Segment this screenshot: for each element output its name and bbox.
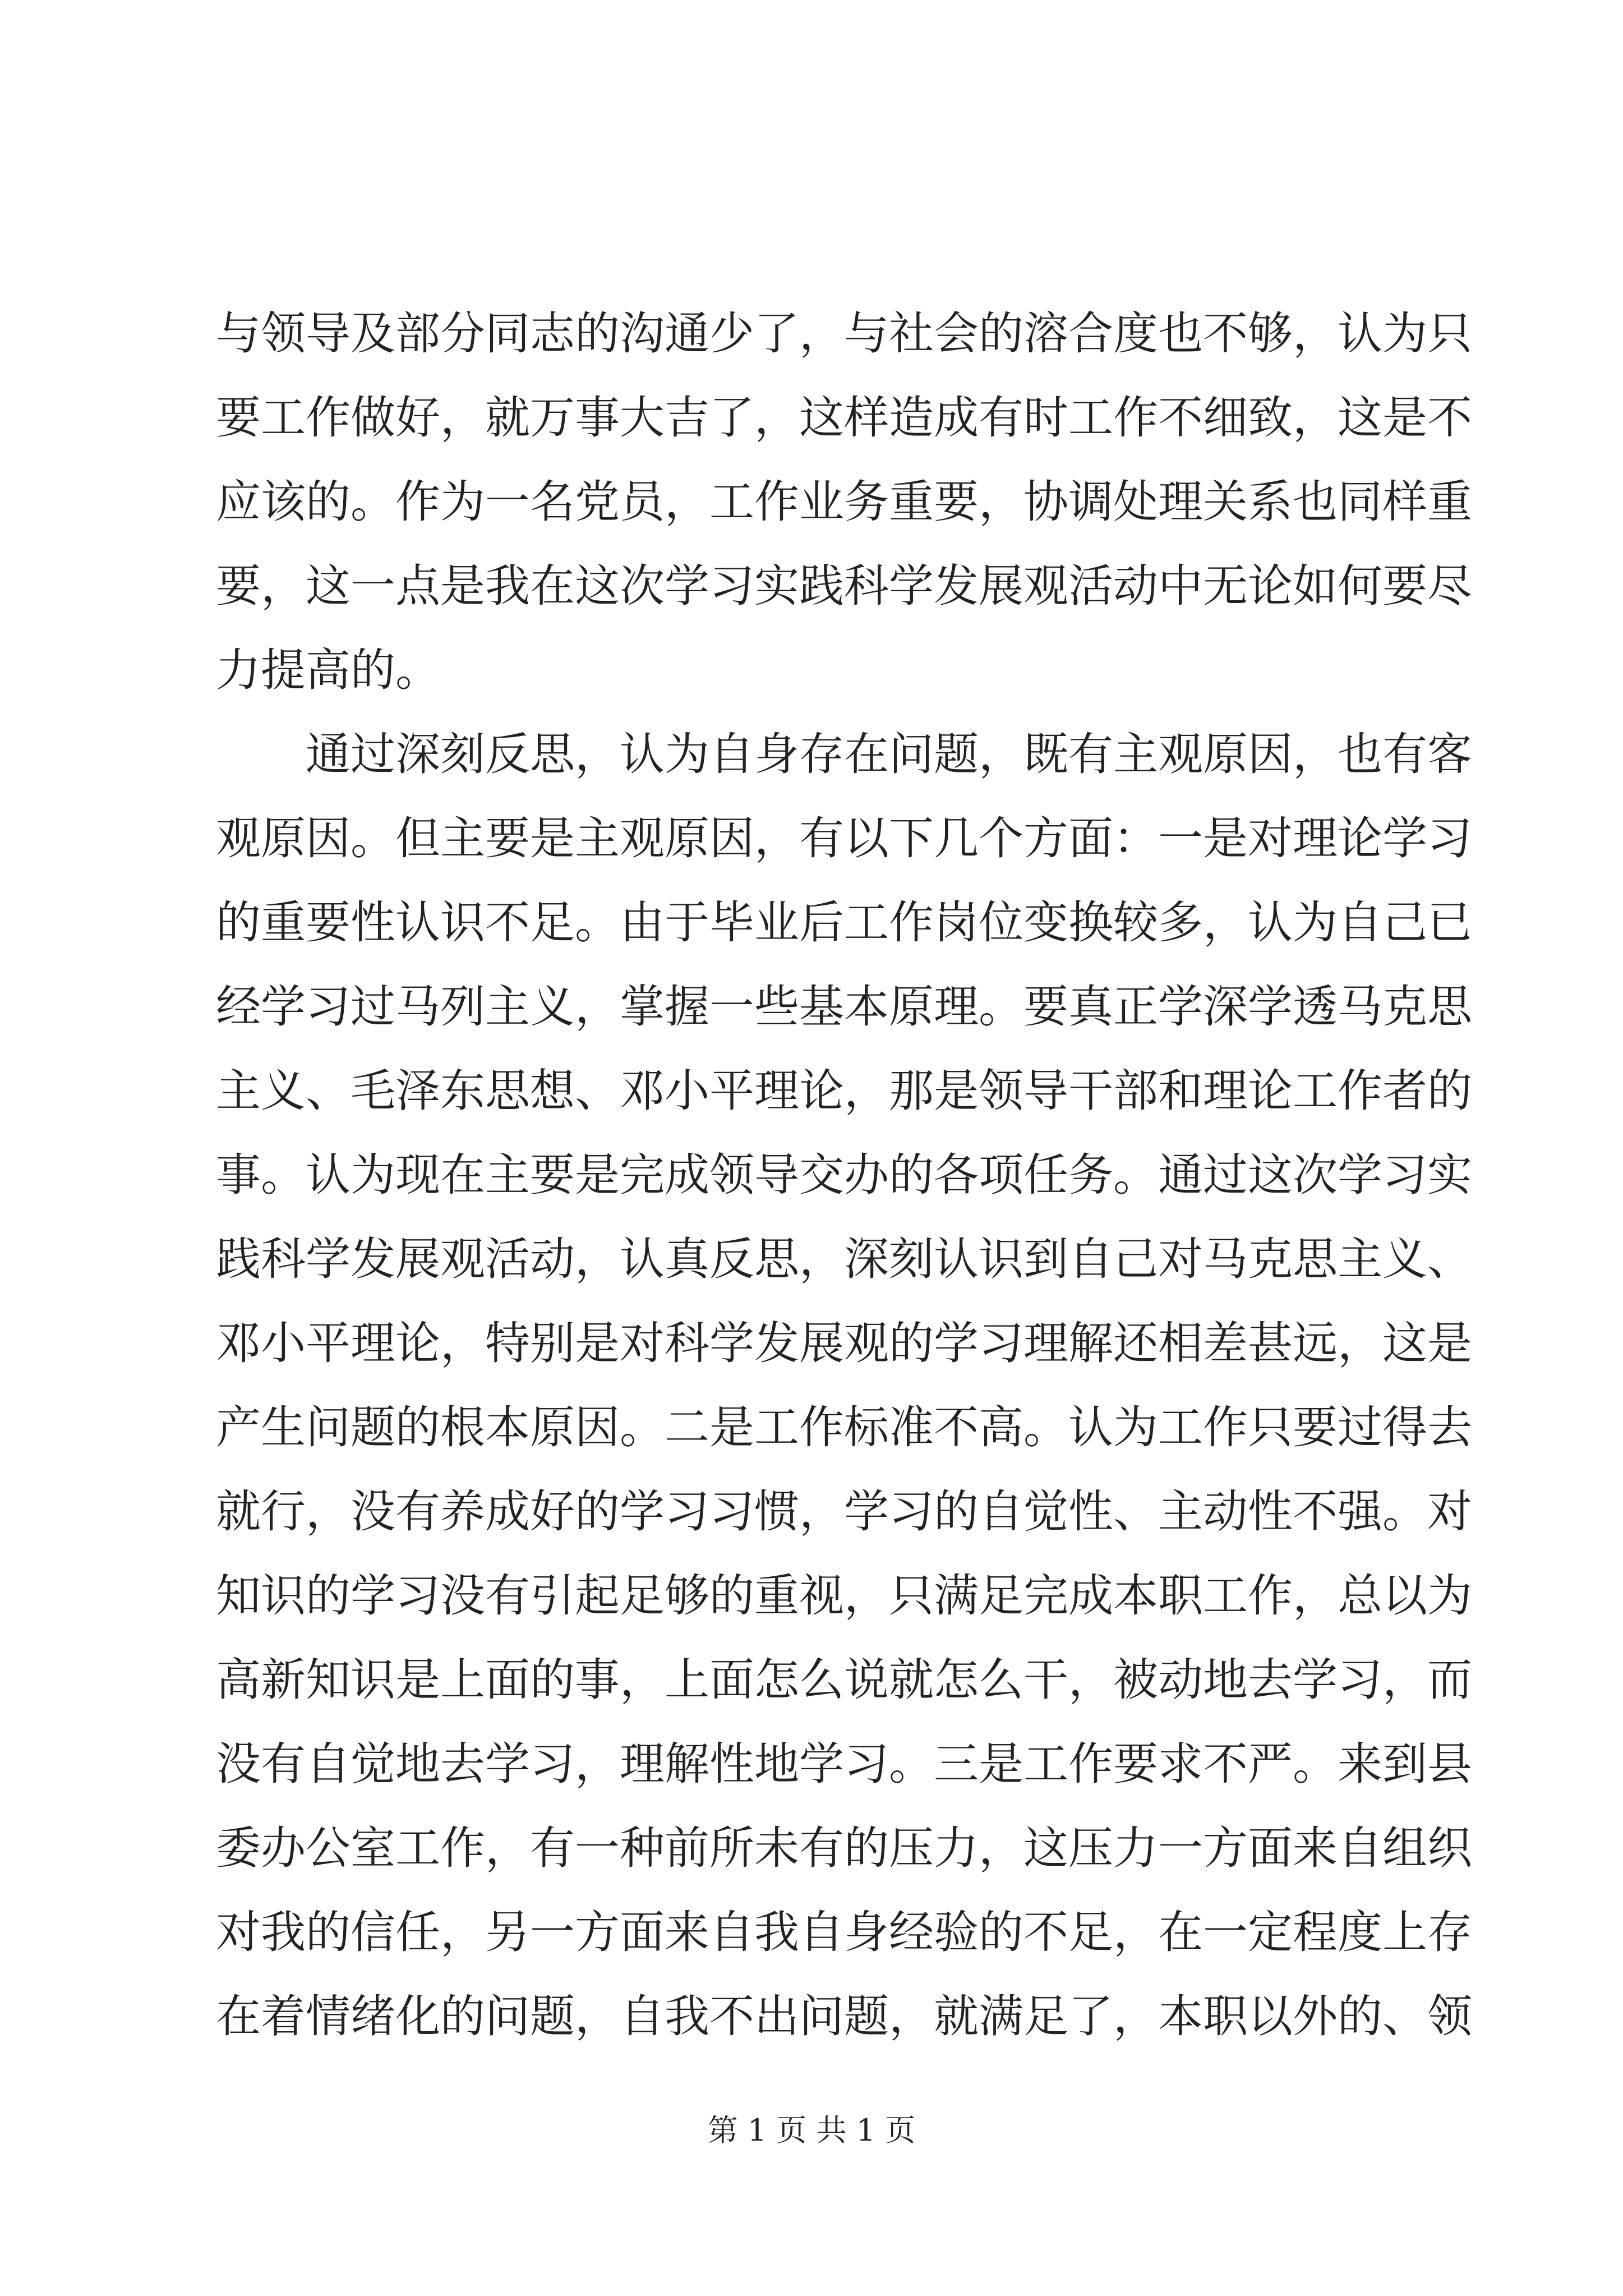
text-line: 高新知识是上面的事，上面怎么说就怎么干，被动地去学习，而 (216, 1654, 1472, 1706)
text-line: 经学习过马列主义，掌握一些基本原理。要真正学深学透马克思 (216, 981, 1472, 1033)
text-line: 事。认为现在主要是完成领导交办的各项任务。通过这次学习实 (216, 1149, 1472, 1201)
text-line: 观原因。但主要是主观原因，有以下几个方面：一是对理论学习 (216, 812, 1472, 864)
paragraph-1 (216, 292, 1472, 712)
text-line: 践科学发展观活动，认真反思，深刻认识到自己对马克思主义、 (216, 1233, 1472, 1285)
text-line: 就行，没有养成好的学习习惯，学习的自觉性、主动性不强。对 (216, 1485, 1472, 1538)
text-line: 知识的学习没有引起足够的重视，只满足完成本职工作，总以为 (216, 1570, 1472, 1622)
text-line: 委办公室工作，有一种前所未有的压力，这压力一方面来自组织 (216, 1822, 1472, 1874)
body-text (216, 292, 1472, 2059)
text-line: 与领导及部分同志的沟通少了，与社会的溶合度也不够，认为只 (216, 307, 1472, 360)
text-line: 要，这一点是我在这次学习实践科学发展观活动中无论如何要尽 (216, 560, 1472, 612)
text-line: 力提高的。 (216, 644, 440, 696)
text-line: 的重要性认识不足。由于毕业后工作岗位变换较多，认为自己已 (216, 896, 1472, 949)
text-line: 在着情绪化的问题，自我不出问题，就满足了，本职以外的、领 (216, 1990, 1472, 2042)
text-line: 邓小平理论，特别是对科学发展观的学习理解还相差甚远，这是 (216, 1317, 1472, 1369)
text-line: 主义、毛泽东思想、邓小平理论，那是领导干部和理论工作者的 (216, 1065, 1472, 1117)
text-line: 对我的信任，另一方面来自我自身经验的不足，在一定程度上存 (216, 1906, 1472, 1958)
text-line: 通过深刻反思，认为自身存在问题，既有主观原因，也有客 (306, 728, 1472, 780)
paragraph-2 (216, 712, 1472, 2059)
text-line: 产生问题的根本原因。二是工作标准不高。认为工作只要过得去 (216, 1401, 1472, 1453)
text-line: 应该的。作为一名党员，工作业务重要，协调处理关系也同样重 (216, 476, 1472, 528)
page-footer: 第 1 页 共 1 页 (707, 2113, 916, 2148)
text-line: 没有自觉地去学习，理解性地学习。三是工作要求不严。来到县 (216, 1738, 1472, 1790)
text-line: 要工作做好，就万事大吉了，这样造成有时工作不细致，这是不 (216, 392, 1472, 444)
